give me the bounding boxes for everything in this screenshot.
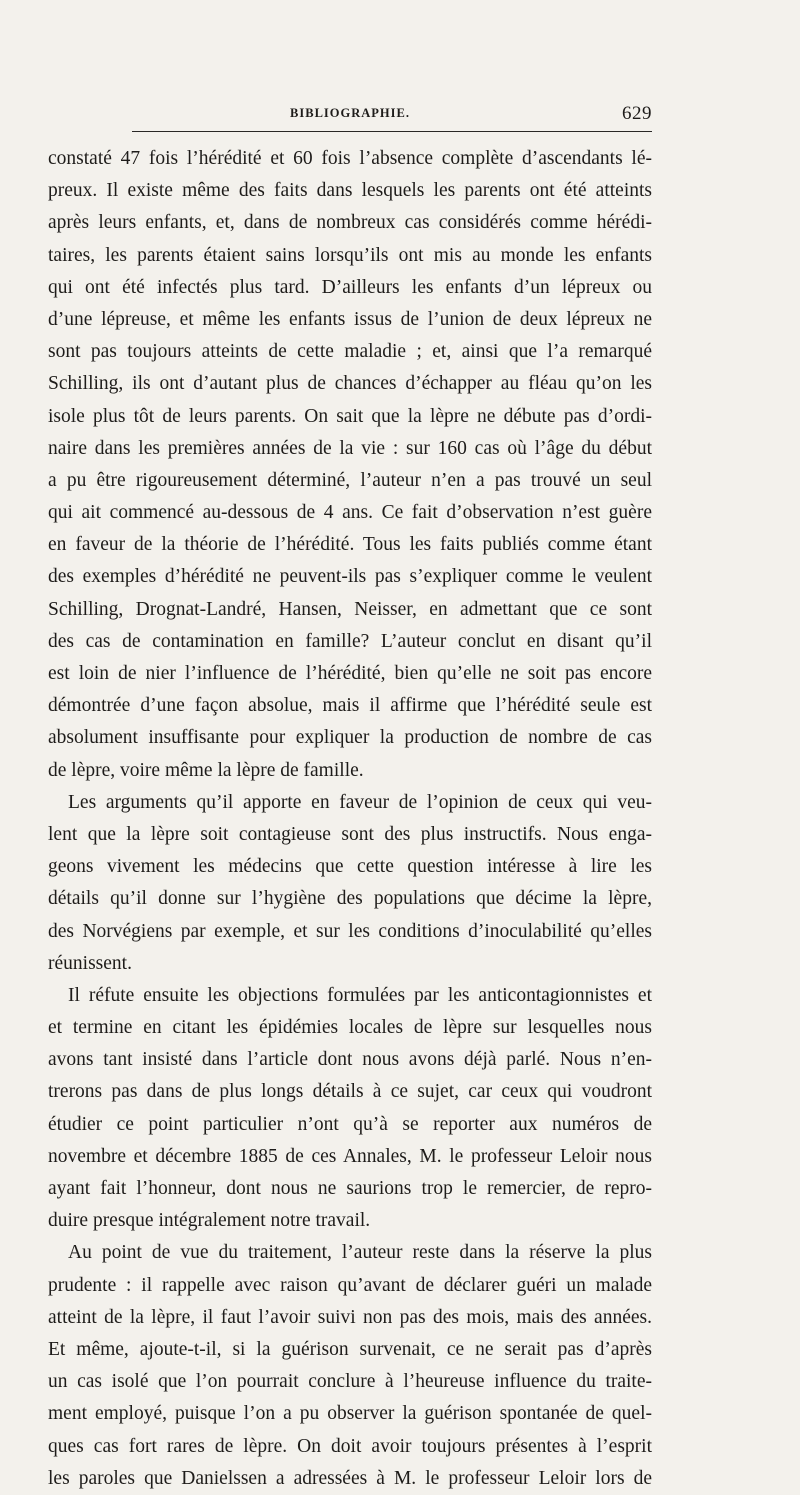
- text-line: duire presque intégralement notre travail.: [48, 1210, 371, 1232]
- text-line: en faveur de la théorie de l’hérédité. Tous les faits publiés comme étant: [48, 534, 652, 556]
- text-line: novembre et décembre 1885 de ces Annales, M. le professeur Leloir nous: [48, 1145, 652, 1167]
- running-title: BIBLIOGRAPHIE.: [290, 106, 410, 120]
- text-line: des Norvégiens par exemple, et sur les conditions d’inoculabilité qu’elles: [48, 920, 652, 942]
- text-line: des exemples d’hérédité ne peuvent-ils pas s’expliquer comme le veulent: [48, 566, 652, 588]
- text-line: réunissent.: [48, 952, 132, 974]
- text-line: un cas isolé que l’on pourrait conclure à l’heureuse influence du traite-: [48, 1371, 652, 1393]
- text-line: absolument insuffisante pour expliquer la production de nombre de cas: [48, 727, 652, 749]
- text-line: Il réfute ensuite les objections formulées par les anticontagionnistes et: [68, 984, 652, 1006]
- text-line: taires, les parents étaient sains lorsqu’ils ont mis au monde les enfants: [48, 244, 652, 266]
- text-line: de lèpre, voire même la lèpre de famille.: [48, 759, 364, 781]
- text-line: qui ont été infectés plus tard. D’ailleurs les enfants d’un lépreux ou: [48, 276, 652, 298]
- text-line: avons tant insisté dans l’article dont nous avons déjà parlé. Nous n’en-: [48, 1049, 652, 1071]
- text-line: et termine en citant les épidémies locales de lèpre sur lesquelles nous: [48, 1017, 652, 1039]
- text-line: les paroles que Danielssen a adressées à M. le professeur Leloir lors de: [48, 1467, 652, 1489]
- text-line: d’une lépreuse, et même les enfants issus de l’union de deux lépreux ne: [48, 308, 652, 330]
- text-line: constaté 47 fois l’hérédité et 60 fois l’absence complète d’ascendants lé-: [48, 148, 652, 169]
- text-line: isole plus tôt de leurs parents. On sait que la lèpre ne débute pas d’ordi-: [48, 405, 652, 427]
- text-line: Les arguments qu’il apporte en faveur de l’opinion de ceux qui veu-: [68, 791, 652, 813]
- text-line: Schilling, ils ont d’autant plus de chances d’échapper au fléau qu’on les: [48, 373, 652, 395]
- text-line: étudier ce point particulier n’ont qu’à se reporter aux numéros de: [48, 1113, 652, 1135]
- page-number: 629: [622, 103, 652, 124]
- body-text: [48, 143, 652, 1495]
- text-line: sont pas toujours atteints de cette maladie ; et, ainsi que l’a remarqué: [48, 341, 652, 363]
- text-line: Et même, ajoute-t-il, si la guérison survenait, ce ne serait pas d’après: [48, 1338, 652, 1360]
- text-line: a pu être rigoureusement déterminé, l’auteur n’en a pas trouvé un seul: [48, 469, 652, 491]
- text-line: ayant fait l’honneur, dont nous ne saurions trop le remercier, de repro-: [48, 1178, 652, 1199]
- text-line: Au point de vue du traitement, l’auteur reste dans la réserve la plus: [68, 1242, 652, 1264]
- header-rule: [132, 131, 652, 132]
- text-line: après leurs enfants, et, dans de nombreux cas considérés comme hérédi-: [48, 212, 652, 234]
- text-line: détails qu’il donne sur l’hygiène des populations que décime la lèpre,: [48, 888, 652, 910]
- text-line: ment employé, puisque l’on a pu observer la guérison spontanée de quel-: [48, 1403, 652, 1425]
- running-head: [48, 103, 652, 125]
- text-line: trerons pas dans de plus longs détails à ce sujet, car ceux qui voudront: [48, 1081, 652, 1103]
- text-line: geons vivement les médecins que cette question intéresse à lire les: [48, 856, 652, 878]
- text-line: atteint de la lèpre, il faut l’avoir suivi non pas des mois, mais des années.: [48, 1306, 652, 1328]
- text-line: des cas de contamination en famille? L’auteur conclut en disant qu’il: [48, 630, 652, 652]
- text-line: lent que la lèpre soit contagieuse sont des plus instructifs. Nous enga-: [48, 823, 652, 845]
- text-line: qui ait commencé au-dessous de 4 ans. Ce fait d’observation n’est guère: [48, 502, 652, 524]
- text-line: preux. Il existe même des faits dans lesquels les parents ont été atteints: [48, 180, 652, 202]
- text-line: démontrée d’une façon absolue, mais il affirme que l’hérédité seule est: [48, 695, 652, 717]
- text-line: prudente : il rappelle avec raison qu’avant de déclarer guéri un malade: [48, 1274, 652, 1296]
- text-line: ques cas fort rares de lèpre. On doit avoir toujours présentes à l’esprit: [48, 1435, 652, 1457]
- text-line: naire dans les premières années de la vie : sur 160 cas où l’âge du début: [48, 437, 652, 459]
- text-line: Schilling, Drognat-Landré, Hansen, Neisser, en admettant que ce sont: [48, 598, 652, 620]
- text-line: est loin de nier l’influence de l’hérédité, bien qu’elle ne soit pas encore: [48, 663, 652, 684]
